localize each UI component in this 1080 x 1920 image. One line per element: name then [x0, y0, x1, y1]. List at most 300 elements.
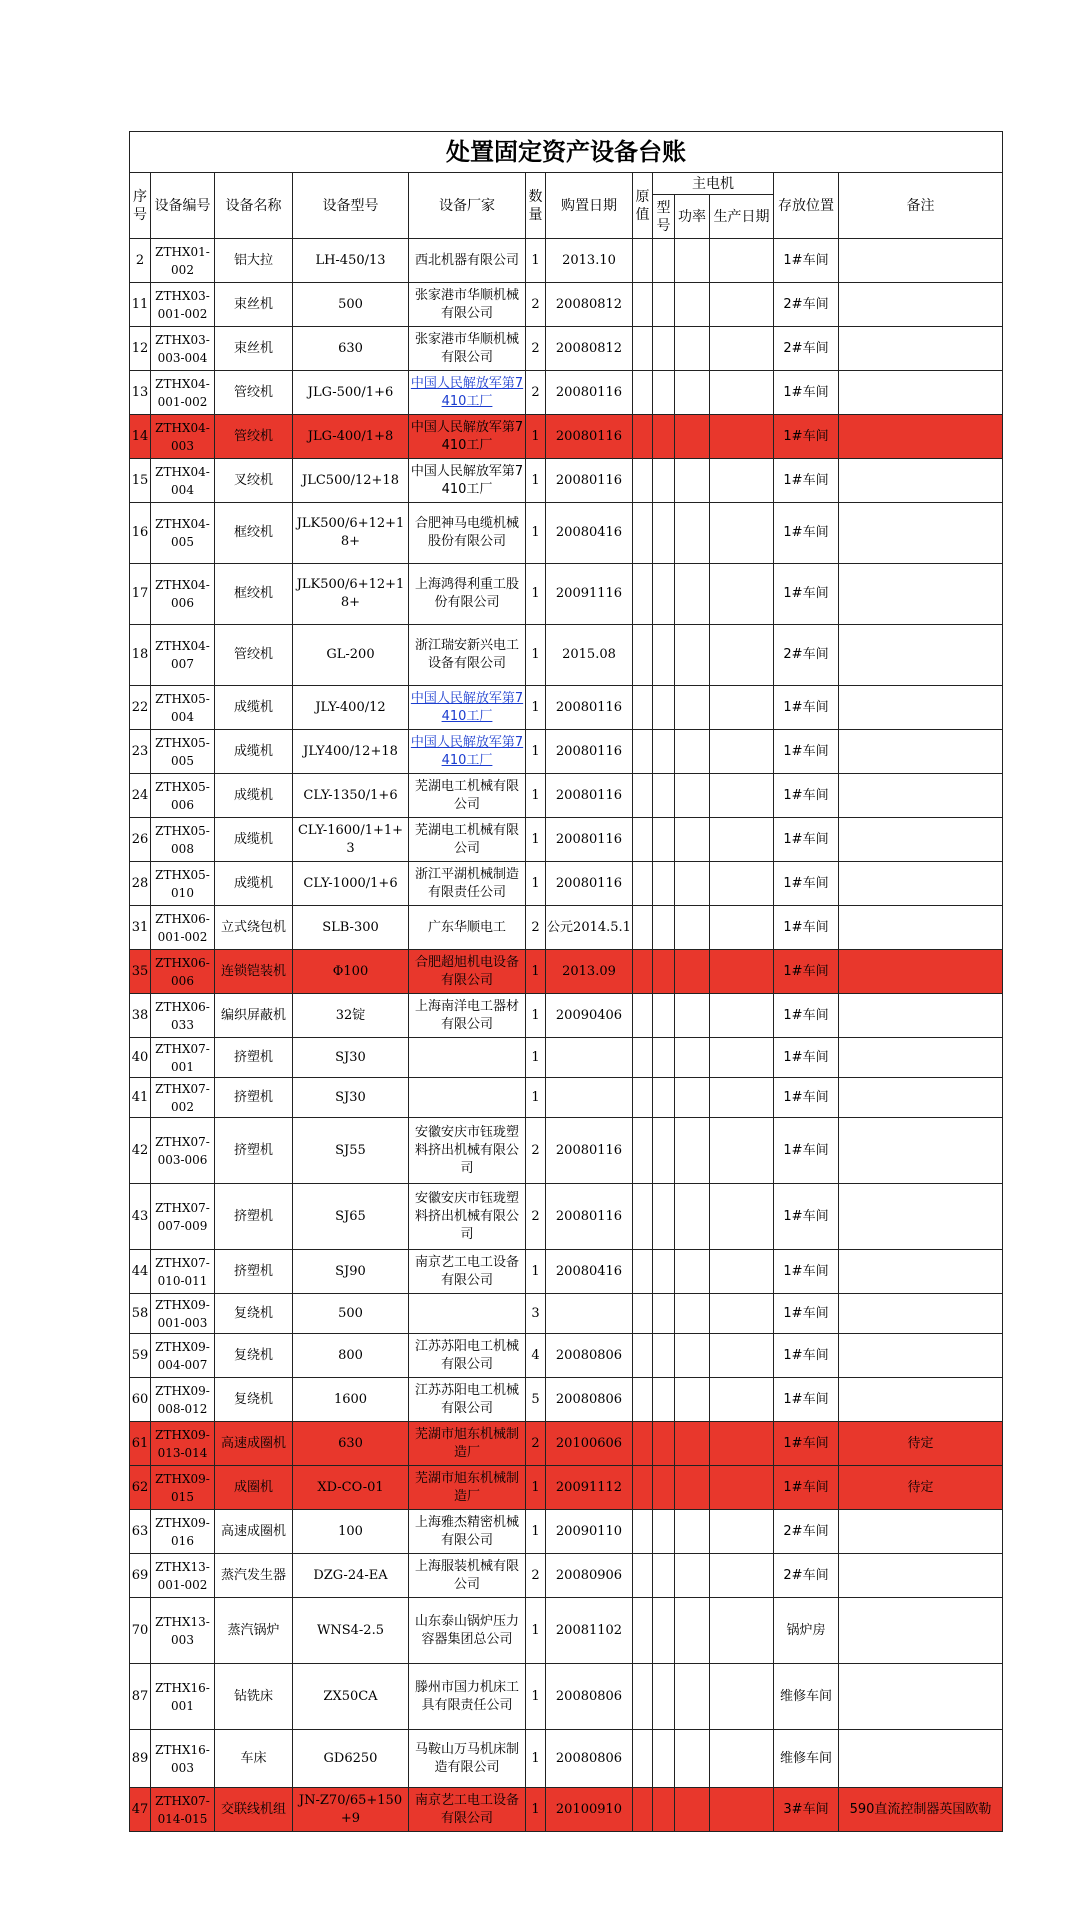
cell-qty: 1 [526, 564, 546, 625]
cell-seq: 17 [130, 564, 151, 625]
cell-code: ZTHX07-014-015 [151, 1788, 215, 1832]
cell-date: 20080116 [546, 686, 633, 730]
table-row [130, 1598, 1003, 1664]
cell-maker: 上海鸿得利重工股份有限公司 [409, 564, 526, 625]
cell-orig [633, 862, 653, 906]
cell-location: 1#车间 [774, 1184, 839, 1250]
cell-location: 维修车间 [774, 1730, 839, 1788]
cell-motor-date [710, 283, 774, 327]
cell-motor-power [675, 1598, 710, 1664]
cell-name: 编织屏蔽机 [215, 994, 293, 1038]
cell-qty: 2 [526, 906, 546, 950]
cell-motor-type [653, 1554, 675, 1598]
table-row [130, 730, 1003, 774]
cell-orig [633, 950, 653, 994]
cell-motor-type [653, 730, 675, 774]
table-row [130, 1554, 1003, 1598]
cell-location: 1#车间 [774, 415, 839, 459]
cell-note [839, 906, 1003, 950]
cell-motor-date [710, 950, 774, 994]
cell-orig [633, 1554, 653, 1598]
cell-qty: 1 [526, 239, 546, 283]
cell-model: SJ65 [293, 1184, 409, 1250]
header-motor-power: 功率 [675, 195, 710, 239]
cell-name: 钻铣床 [215, 1664, 293, 1730]
cell-code: ZTHX09-004-007 [151, 1334, 215, 1378]
cell-motor-type [653, 459, 675, 503]
cell-seq: 35 [130, 950, 151, 994]
cell-location: 2#车间 [774, 625, 839, 686]
cell-maker [409, 1294, 526, 1334]
table-row [130, 1788, 1003, 1832]
cell-maker: 马鞍山万马机床制造有限公司 [409, 1730, 526, 1788]
cell-model: JLG-400/1+8 [293, 415, 409, 459]
cell-note [839, 994, 1003, 1038]
cell-model: JLY-400/12 [293, 686, 409, 730]
cell-name: 管绞机 [215, 415, 293, 459]
cell-motor-type [653, 327, 675, 371]
cell-code: ZTHX04-003 [151, 415, 215, 459]
cell-date: 20100606 [546, 1422, 633, 1466]
table-row [130, 415, 1003, 459]
cell-location: 1#车间 [774, 774, 839, 818]
cell-name: 挤塑机 [215, 1250, 293, 1294]
cell-seq: 13 [130, 371, 151, 415]
table-row [130, 1378, 1003, 1422]
cell-orig [633, 371, 653, 415]
cell-name: 成缆机 [215, 686, 293, 730]
cell-date: 20081102 [546, 1598, 633, 1664]
cell-model: JLC500/12+18 [293, 459, 409, 503]
cell-motor-type [653, 1118, 675, 1184]
table-row [130, 862, 1003, 906]
header-maker: 设备厂家 [409, 173, 526, 239]
cell-maker: 张家港市华顺机械有限公司 [409, 283, 526, 327]
cell-date [546, 1078, 633, 1118]
header-seq: 序号 [130, 173, 151, 239]
cell-maker[interactable]: 中国人民解放军第7410工厂 [409, 371, 526, 415]
cell-note [839, 950, 1003, 994]
table-row [130, 1078, 1003, 1118]
cell-motor-power [675, 459, 710, 503]
cell-qty: 1 [526, 994, 546, 1038]
cell-seq: 26 [130, 818, 151, 862]
cell-location: 3#车间 [774, 1788, 839, 1832]
cell-date: 20080116 [546, 862, 633, 906]
cell-motor-date [710, 1422, 774, 1466]
cell-seq: 18 [130, 625, 151, 686]
cell-motor-date [710, 1334, 774, 1378]
cell-qty: 1 [526, 1250, 546, 1294]
cell-orig [633, 1788, 653, 1832]
cell-orig [633, 774, 653, 818]
cell-location: 锅炉房 [774, 1598, 839, 1664]
cell-note [839, 862, 1003, 906]
cell-orig [633, 1510, 653, 1554]
cell-note [839, 1378, 1003, 1422]
cell-qty: 2 [526, 1554, 546, 1598]
cell-location: 1#车间 [774, 686, 839, 730]
cell-name: 叉绞机 [215, 459, 293, 503]
cell-location: 1#车间 [774, 1422, 839, 1466]
header-qty: 数量 [526, 173, 546, 239]
cell-note [839, 1038, 1003, 1078]
cell-code: ZTHX03-003-004 [151, 327, 215, 371]
cell-seq: 2 [130, 239, 151, 283]
cell-location: 1#车间 [774, 1038, 839, 1078]
cell-name: 成缆机 [215, 862, 293, 906]
cell-location: 1#车间 [774, 503, 839, 564]
table-row [130, 1466, 1003, 1510]
header-location: 存放位置 [774, 173, 839, 239]
cell-location: 2#车间 [774, 327, 839, 371]
table-row [130, 327, 1003, 371]
cell-model: WNS4-2.5 [293, 1598, 409, 1664]
cell-motor-power [675, 1184, 710, 1250]
cell-motor-date [710, 1038, 774, 1078]
cell-motor-type [653, 1664, 675, 1730]
cell-motor-type [653, 1510, 675, 1554]
cell-location: 1#车间 [774, 994, 839, 1038]
cell-motor-power [675, 950, 710, 994]
cell-name: 挤塑机 [215, 1184, 293, 1250]
cell-location: 2#车间 [774, 1554, 839, 1598]
cell-motor-power [675, 1250, 710, 1294]
cell-model: 630 [293, 327, 409, 371]
cell-model: Φ100 [293, 950, 409, 994]
cell-qty: 2 [526, 371, 546, 415]
cell-qty: 1 [526, 625, 546, 686]
cell-motor-type [653, 1294, 675, 1334]
cell-name: 管绞机 [215, 371, 293, 415]
cell-orig [633, 1294, 653, 1334]
header-date: 购置日期 [546, 173, 633, 239]
cell-code: ZTHX07-007-009 [151, 1184, 215, 1250]
cell-motor-type [653, 818, 675, 862]
cell-motor-power [675, 1078, 710, 1118]
table-row [130, 1118, 1003, 1184]
cell-seq: 15 [130, 459, 151, 503]
cell-maker: 滕州市国力机床工具有限责任公司 [409, 1664, 526, 1730]
cell-motor-power [675, 283, 710, 327]
header-motor: 主电机 [653, 173, 774, 195]
cell-motor-date [710, 818, 774, 862]
table-row [130, 1250, 1003, 1294]
cell-code: ZTHX09-008-012 [151, 1378, 215, 1422]
cell-qty: 1 [526, 818, 546, 862]
cell-note [839, 686, 1003, 730]
cell-note: 待定 [839, 1422, 1003, 1466]
cell-motor-type [653, 862, 675, 906]
cell-motor-date [710, 730, 774, 774]
cell-date: 20080906 [546, 1554, 633, 1598]
cell-model: JLY400/12+18 [293, 730, 409, 774]
cell-seq: 62 [130, 1466, 151, 1510]
cell-seq: 14 [130, 415, 151, 459]
cell-code: ZTHX04-004 [151, 459, 215, 503]
cell-note [839, 1554, 1003, 1598]
cell-orig [633, 730, 653, 774]
cell-seq: 44 [130, 1250, 151, 1294]
cell-date: 20091112 [546, 1466, 633, 1510]
cell-orig [633, 415, 653, 459]
cell-location: 1#车间 [774, 1078, 839, 1118]
cell-name: 高速成圈机 [215, 1510, 293, 1554]
cell-code: ZTHX03-001-002 [151, 283, 215, 327]
cell-date: 20080116 [546, 1184, 633, 1250]
cell-location: 1#车间 [774, 862, 839, 906]
cell-motor-date [710, 415, 774, 459]
cell-date: 20100910 [546, 1788, 633, 1832]
cell-name: 车床 [215, 1730, 293, 1788]
table-row [130, 1664, 1003, 1730]
cell-qty: 1 [526, 415, 546, 459]
cell-motor-date [710, 564, 774, 625]
cell-model: 32锭 [293, 994, 409, 1038]
cell-code: ZTHX16-001 [151, 1664, 215, 1730]
cell-date: 2013.09 [546, 950, 633, 994]
cell-motor-type [653, 1334, 675, 1378]
cell-date: 20080812 [546, 327, 633, 371]
cell-motor-date [710, 239, 774, 283]
cell-model: SJ30 [293, 1078, 409, 1118]
cell-location: 1#车间 [774, 239, 839, 283]
cell-code: ZTHX06-001-002 [151, 906, 215, 950]
cell-date: 2013.10 [546, 239, 633, 283]
cell-name: 成缆机 [215, 730, 293, 774]
cell-name: 复绕机 [215, 1378, 293, 1422]
cell-note [839, 1730, 1003, 1788]
cell-motor-power [675, 686, 710, 730]
cell-date: 20080116 [546, 774, 633, 818]
cell-model: CLY-1000/1+6 [293, 862, 409, 906]
cell-date: 20090406 [546, 994, 633, 1038]
cell-motor-power [675, 818, 710, 862]
cell-motor-type [653, 1378, 675, 1422]
cell-maker: 广东华顺电工 [409, 906, 526, 950]
cell-qty: 4 [526, 1334, 546, 1378]
cell-motor-type [653, 1184, 675, 1250]
cell-qty: 1 [526, 774, 546, 818]
cell-qty: 1 [526, 862, 546, 906]
cell-name: 复绕机 [215, 1334, 293, 1378]
cell-model: JN-Z70/65+150+9 [293, 1788, 409, 1832]
cell-note [839, 1664, 1003, 1730]
cell-code: ZTHX04-006 [151, 564, 215, 625]
cell-motor-power [675, 906, 710, 950]
cell-orig [633, 283, 653, 327]
asset-ledger-table [129, 131, 1003, 1832]
cell-note [839, 625, 1003, 686]
cell-seq: 38 [130, 994, 151, 1038]
cell-motor-type [653, 1038, 675, 1078]
table-row [130, 1334, 1003, 1378]
table-row [130, 371, 1003, 415]
cell-note [839, 459, 1003, 503]
cell-qty: 1 [526, 1598, 546, 1664]
cell-seq: 60 [130, 1378, 151, 1422]
cell-model: SJ90 [293, 1250, 409, 1294]
table-row [130, 686, 1003, 730]
cell-name: 挤塑机 [215, 1118, 293, 1184]
cell-qty: 1 [526, 1466, 546, 1510]
cell-model: XD-CO-01 [293, 1466, 409, 1510]
cell-seq: 12 [130, 327, 151, 371]
cell-seq: 69 [130, 1554, 151, 1598]
cell-motor-power [675, 1422, 710, 1466]
cell-orig [633, 239, 653, 283]
cell-motor-date [710, 1378, 774, 1422]
cell-maker: 张家港市华顺机械有限公司 [409, 327, 526, 371]
cell-orig [633, 994, 653, 1038]
cell-motor-power [675, 1664, 710, 1730]
cell-seq: 28 [130, 862, 151, 906]
cell-motor-power [675, 239, 710, 283]
cell-motor-power [675, 1788, 710, 1832]
cell-name: 交联线机组 [215, 1788, 293, 1832]
cell-maker: 中国人民解放军第7410工厂 [409, 415, 526, 459]
cell-maker [409, 1038, 526, 1078]
cell-motor-power [675, 371, 710, 415]
cell-qty: 1 [526, 503, 546, 564]
table-row [130, 818, 1003, 862]
cell-motor-power [675, 415, 710, 459]
cell-qty: 1 [526, 950, 546, 994]
cell-code: ZTHX01-002 [151, 239, 215, 283]
cell-motor-power [675, 1510, 710, 1554]
cell-code: ZTHX07-002 [151, 1078, 215, 1118]
cell-motor-date [710, 1118, 774, 1184]
cell-name: 连锁铠装机 [215, 950, 293, 994]
header-motor-type: 型号 [653, 195, 675, 239]
cell-seq: 89 [130, 1730, 151, 1788]
cell-maker[interactable]: 中国人民解放军第7410工厂 [409, 730, 526, 774]
cell-note [839, 503, 1003, 564]
cell-model: 100 [293, 1510, 409, 1554]
cell-orig [633, 564, 653, 625]
cell-date: 20091116 [546, 564, 633, 625]
table-row [130, 994, 1003, 1038]
cell-motor-type [653, 1788, 675, 1832]
table-row [130, 1038, 1003, 1078]
cell-motor-power [675, 1730, 710, 1788]
cell-date: 20080806 [546, 1378, 633, 1422]
table-row [130, 1294, 1003, 1334]
cell-qty: 1 [526, 1664, 546, 1730]
cell-maker: 芜湖市旭东机械制造厂 [409, 1466, 526, 1510]
cell-model: JLG-500/1+6 [293, 371, 409, 415]
cell-qty: 2 [526, 1184, 546, 1250]
cell-maker: 山东泰山锅炉压力容器集团总公司 [409, 1598, 526, 1664]
cell-orig [633, 1038, 653, 1078]
cell-name: 束丝机 [215, 327, 293, 371]
cell-motor-date [710, 686, 774, 730]
cell-seq: 61 [130, 1422, 151, 1466]
cell-seq: 42 [130, 1118, 151, 1184]
cell-maker: 芜湖电工机械有限公司 [409, 818, 526, 862]
cell-model: LH-450/13 [293, 239, 409, 283]
cell-location: 1#车间 [774, 950, 839, 994]
table-row [130, 950, 1003, 994]
cell-orig [633, 327, 653, 371]
cell-note [839, 1598, 1003, 1664]
cell-model: DZG-24-EA [293, 1554, 409, 1598]
table-row [130, 564, 1003, 625]
cell-seq: 24 [130, 774, 151, 818]
cell-name: 框绞机 [215, 564, 293, 625]
cell-motor-date [710, 862, 774, 906]
cell-orig [633, 1184, 653, 1250]
cell-motor-power [675, 774, 710, 818]
cell-maker: 芜湖电工机械有限公司 [409, 774, 526, 818]
cell-maker: 浙江平湖机械制造有限责任公司 [409, 862, 526, 906]
cell-motor-date [710, 371, 774, 415]
cell-date: 20080806 [546, 1664, 633, 1730]
cell-orig [633, 1466, 653, 1510]
cell-name: 铝大拉 [215, 239, 293, 283]
cell-model: 1600 [293, 1378, 409, 1422]
cell-date [546, 1294, 633, 1334]
cell-qty: 2 [526, 1422, 546, 1466]
cell-note [839, 283, 1003, 327]
cell-maker: 浙江瑞安新兴电工设备有限公司 [409, 625, 526, 686]
cell-location: 1#车间 [774, 1250, 839, 1294]
cell-date: 20090110 [546, 1510, 633, 1554]
cell-orig [633, 1378, 653, 1422]
cell-name: 成缆机 [215, 774, 293, 818]
cell-orig [633, 1334, 653, 1378]
cell-motor-date [710, 1510, 774, 1554]
cell-qty: 1 [526, 1788, 546, 1832]
cell-motor-type [653, 239, 675, 283]
cell-motor-type [653, 686, 675, 730]
cell-motor-date [710, 1664, 774, 1730]
cell-maker: 西北机器有限公司 [409, 239, 526, 283]
cell-name: 束丝机 [215, 283, 293, 327]
cell-code: ZTHX07-003-006 [151, 1118, 215, 1184]
cell-location: 1#车间 [774, 459, 839, 503]
cell-seq: 16 [130, 503, 151, 564]
cell-model: GD6250 [293, 1730, 409, 1788]
cell-motor-type [653, 1598, 675, 1664]
cell-motor-power [675, 564, 710, 625]
table-row [130, 1184, 1003, 1250]
cell-motor-type [653, 283, 675, 327]
cell-location: 1#车间 [774, 564, 839, 625]
cell-maker [409, 1078, 526, 1118]
cell-name: 框绞机 [215, 503, 293, 564]
cell-date: 20080116 [546, 371, 633, 415]
cell-code: ZTHX04-001-002 [151, 371, 215, 415]
header-row-1 [130, 173, 1003, 195]
cell-motor-type [653, 503, 675, 564]
cell-code: ZTHX09-016 [151, 1510, 215, 1554]
cell-qty: 1 [526, 1730, 546, 1788]
cell-orig [633, 1118, 653, 1184]
cell-date: 20080116 [546, 415, 633, 459]
cell-date: 2015.08 [546, 625, 633, 686]
cell-location: 1#车间 [774, 1378, 839, 1422]
cell-date: 20080812 [546, 283, 633, 327]
cell-maker[interactable]: 中国人民解放军第7410工厂 [409, 686, 526, 730]
cell-maker: 中国人民解放军第7410工厂 [409, 459, 526, 503]
table-row [130, 239, 1003, 283]
cell-qty: 5 [526, 1378, 546, 1422]
cell-orig [633, 625, 653, 686]
cell-maker: 安徽安庆市钰珑塑料挤出机械有限公司 [409, 1184, 526, 1250]
cell-date: 20080806 [546, 1730, 633, 1788]
title-row [130, 132, 1003, 173]
